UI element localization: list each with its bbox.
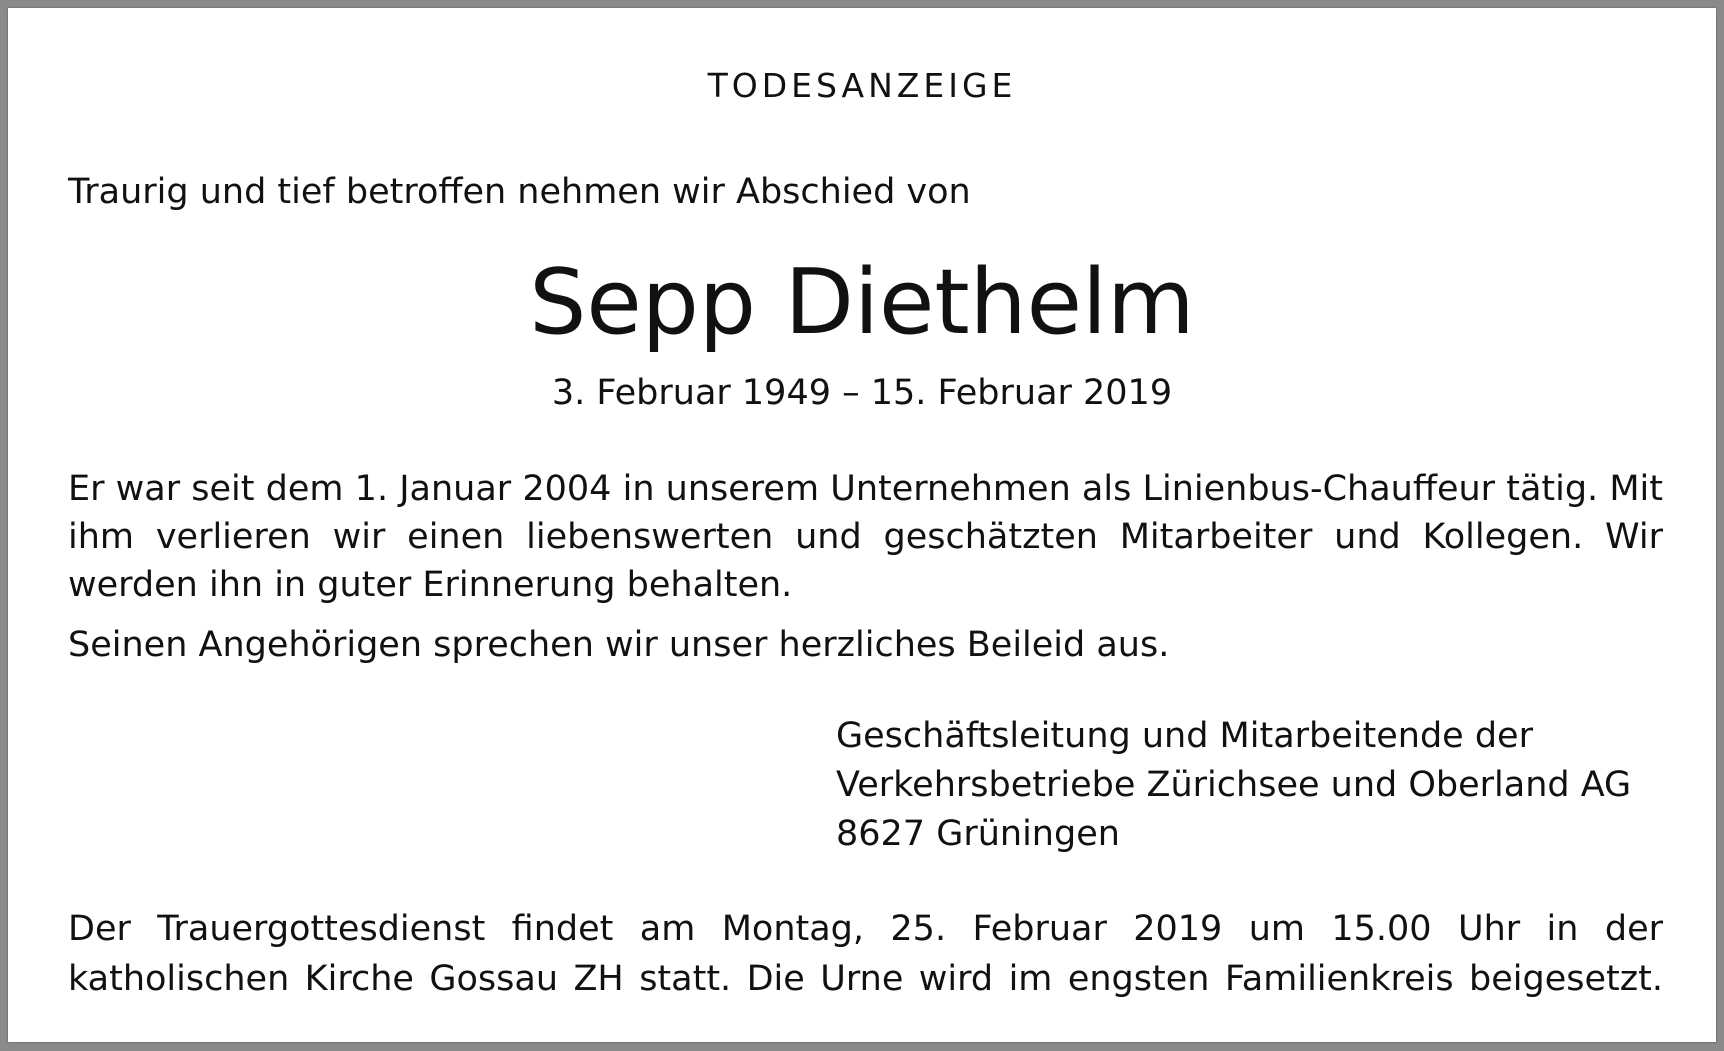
condolence-paragraph: Seinen Angehörigen sprechen wir unser herzliches Beileid aus. xyxy=(68,625,1170,665)
signature-block xyxy=(836,712,1631,859)
obituary-card xyxy=(8,8,1716,1042)
deceased-name: Sepp Diethelm xyxy=(529,250,1195,355)
service-paragraph: Der Trauergottesdienst findet am Montag, 25. Februar 2019 um 15.00 Uhr in der katholischen Kirche Gossau ZH statt. Die Urne wird im engsten Familienkreis beigesetzt. xyxy=(68,909,1663,999)
signature-line: 8627 Grüningen xyxy=(836,814,1120,854)
notice-heading: TODESANZEIGE xyxy=(707,66,1017,105)
life-dates: 3. Februar 1949 – 15. Februar 2019 xyxy=(551,373,1173,413)
body-paragraph: Er war seit dem 1. Januar 2004 in unserem Unternehmen als Linienbus-Chauffeur tätig. Mit ihm verlieren wir einen liebenswerten und geschätzten Mitarbeiter und Kollegen. Wir werden ihn in guter Erinnerung behalten. xyxy=(68,469,1663,605)
signature-line: Geschäftsleitung und Mitarbeitende der xyxy=(836,716,1533,756)
signature-line: Verkehrsbetriebe Zürichsee und Oberland AG xyxy=(836,765,1632,805)
intro-text: Traurig und tief betroffen nehmen wir Abschied von xyxy=(68,172,971,212)
